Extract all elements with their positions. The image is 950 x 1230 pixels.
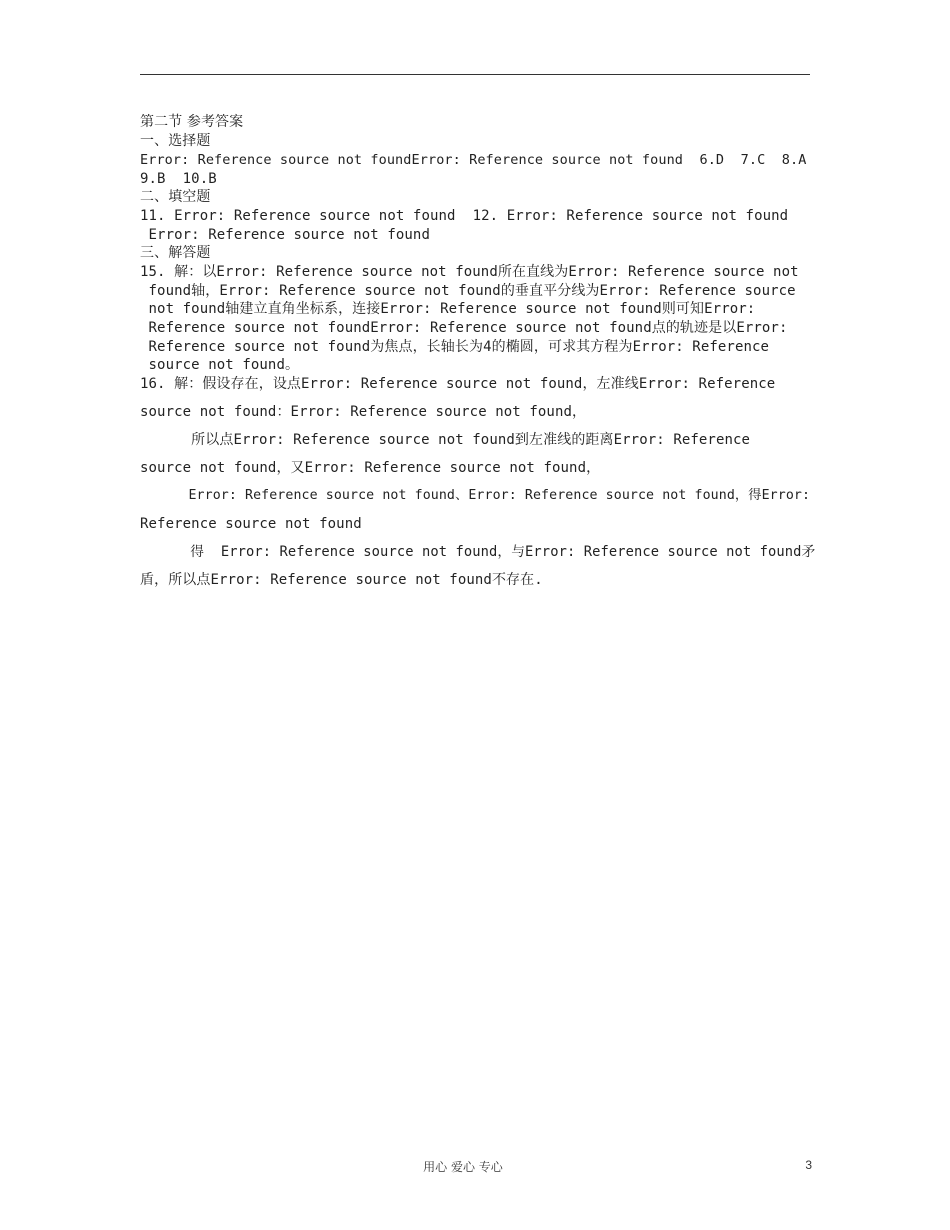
answer-line: source not found，又Error: Reference source not found， [140, 460, 601, 476]
section-title: 第二节 参考答案 [140, 114, 244, 130]
answer-line: 所以点Error: Reference source not found到左准线的距离Error: Reference [140, 432, 751, 448]
answer-line: source not found。 [140, 357, 300, 373]
answer-line: Reference source not found [140, 516, 362, 532]
answer-line: Reference source not found为焦点，长轴长为4的椭圆，可求其方程为Error: Reference [140, 339, 770, 355]
answer-line: Error: Reference source not foundError: Reference source not found 6.D 7.C 8.A [140, 152, 807, 168]
answer-line: Error: Reference source not found、Error: Reference source not found，得Error: [140, 488, 811, 503]
answer-line: found轴，Error: Reference source not found的垂直平分线为Error: Reference source [140, 283, 796, 299]
answer-line: 9.B 10.B [140, 171, 217, 187]
answer-line: 得 Error: Reference source not found，与Error: Reference source not found矛 [140, 544, 816, 560]
heading-multiple-choice: 一、选择题 [140, 133, 211, 149]
answer-line: 11. Error: Reference source not found 12. Error: Reference source not found [140, 208, 789, 224]
answer-line: 16. 解：假设存在，设点Error: Reference source not found，左准线Error: Reference [140, 376, 776, 392]
answer-line: 15. 解：以Error: Reference source not found所在直线为Error: Reference source not [140, 264, 799, 280]
header-rule [140, 74, 810, 75]
answer-line: 盾，所以点Error: Reference source not found不存在. [140, 572, 543, 588]
answer-line: Reference source not foundError: Reference source not found点的轨迹是以Error: [140, 320, 788, 336]
answer-line: Error: Reference source not found [140, 227, 430, 243]
answer-line: not found轴建立直角坐标系，连接Error: Reference source not found则可知Error: [140, 301, 756, 317]
heading-fill-in: 二、填空题 [140, 189, 211, 205]
answer-line: source not found：Error: Reference source not found， [140, 404, 587, 420]
footer-slogan: 用心 爱心 专心 [423, 1160, 503, 1174]
heading-solutions: 三、解答题 [140, 245, 211, 261]
page-number: 3 [805, 1158, 812, 1172]
